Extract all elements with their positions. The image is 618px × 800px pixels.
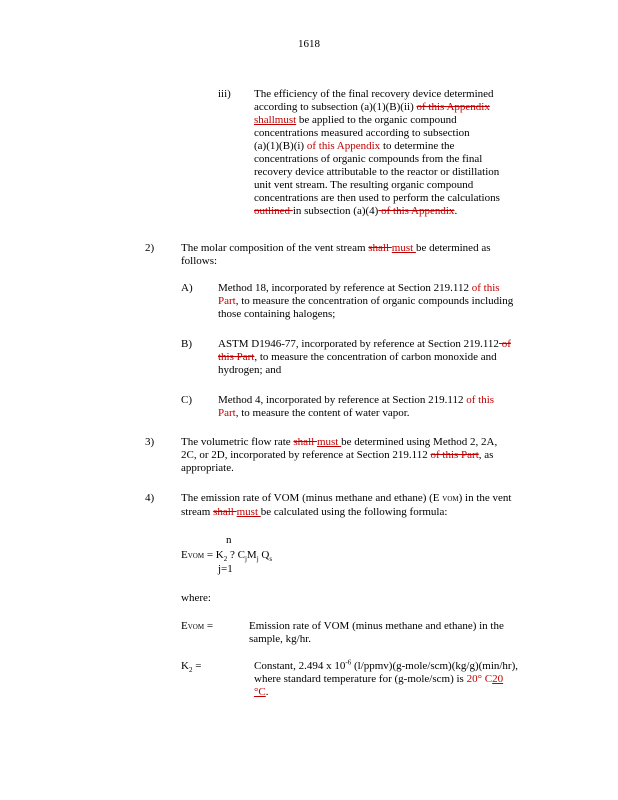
term-symbol: K: [181, 660, 189, 672]
text-line: Emission rate of VOM (minus methane and ethane) in the: [249, 620, 504, 632]
text-line: [254, 686, 518, 699]
item-3-text: [181, 436, 497, 475]
text-span: Method 4, incorporated by reference at Section 219.112: [218, 394, 467, 406]
text-line: those containing halogens;: [218, 308, 336, 320]
definition-term-k2: [181, 660, 201, 673]
formula-symbol: Q: [258, 549, 270, 561]
deleted-text: of this Appendix: [416, 101, 490, 113]
text-line: [181, 492, 511, 506]
text-line: concentrations of organic compounds from the final: [254, 153, 483, 165]
text-span: .: [454, 205, 458, 217]
item-iii-text: [254, 88, 500, 218]
term-symbol: =: [192, 660, 202, 672]
text-line: follows:: [181, 255, 218, 267]
text-span: , to measure the concentration of carbon monoxide and: [254, 351, 497, 363]
text-line: sample, kg/hr.: [249, 633, 312, 645]
formula-symbol: ? C: [227, 549, 245, 561]
inserted-text: Part: [218, 407, 236, 419]
deleted-text: shall: [368, 242, 392, 254]
item-2A-label: A): [181, 282, 193, 294]
text-span: (l/ppmv)(g-mole/scm)(kg/g)(min/hr),: [351, 660, 519, 672]
item-2-text: [181, 242, 490, 268]
superscript: -6: [345, 658, 352, 667]
text-line: The efficiency of the final recovery device determined: [254, 88, 494, 100]
text-line: [254, 660, 518, 673]
inserted-text: of this Appendix: [306, 140, 381, 152]
formula-upper-limit: n: [226, 534, 232, 546]
text-line: [254, 205, 500, 218]
item-3-label: 3): [145, 436, 155, 448]
text-span: (a)(1)(B)(i): [254, 140, 307, 152]
text-span: where standard temperature for (g-mole/scm) is: [254, 673, 467, 685]
text-span: Method 18, incorporated by reference at Section 219.112: [218, 282, 472, 294]
text-span: , to measure the content of water vapor.: [235, 407, 410, 419]
item-4-label: 4): [145, 492, 155, 504]
text-span: stream: [181, 506, 214, 518]
deleted-text: of: [498, 338, 511, 350]
item-2-label: 2): [145, 242, 155, 254]
item-2C-label: C): [181, 394, 192, 406]
deleted-text: shall: [293, 436, 317, 448]
inserted-text: 20° C: [466, 673, 493, 685]
text-line: concentrations measured according to subsection: [254, 127, 470, 139]
text-span: according to subsection (a)(1)(B)(ii): [254, 101, 417, 113]
text-span: The molar composition of the vent stream: [181, 242, 369, 254]
text-span: ) in the vent: [458, 492, 512, 504]
text-line: [218, 351, 511, 364]
subscript: 2: [188, 666, 193, 675]
subscript: j: [244, 555, 247, 564]
text-line: [218, 407, 494, 420]
inserted-text: must: [236, 506, 261, 518]
text-line: [218, 338, 511, 351]
item-4-text: [181, 492, 511, 519]
inserted-text: must: [316, 436, 342, 448]
deleted-text: this Part: [218, 351, 255, 363]
text-line: hydrogen; and: [218, 364, 282, 376]
text-line: appropriate.: [181, 462, 234, 474]
text-span: to determine the: [380, 140, 455, 152]
text-span: 2C, or 2D, incorporated by reference at Section 219.112: [181, 449, 431, 461]
text-line: [254, 114, 500, 127]
where-label: where:: [181, 592, 211, 604]
formula-symbol: M: [246, 549, 257, 561]
text-line: concentrations are then used to perform the calculations: [254, 192, 500, 204]
text-line: recovery device attributable to the reactor or distillation: [254, 166, 500, 178]
item-iii-label: iii): [218, 88, 231, 100]
deleted-text: outlined: [254, 205, 293, 217]
text-span: be determined as: [415, 242, 491, 254]
text-line: [181, 436, 497, 449]
inserted-text: 20: [492, 673, 504, 685]
deleted-text: of this Appendix: [378, 205, 455, 217]
inserted-text: of this: [466, 394, 495, 406]
item-2A-text: [218, 282, 513, 321]
text-span: be calculated using the following formula:: [260, 506, 448, 518]
text-line: [181, 506, 511, 519]
inserted-text: of this: [471, 282, 500, 294]
deleted-text: of this Part: [430, 449, 479, 461]
text-line: [254, 673, 518, 686]
text-span: .: [265, 686, 269, 698]
term-symbol: E: [181, 620, 188, 632]
subscript: 2: [223, 555, 228, 564]
text-line: unit vent stream. The resulting organic compound: [254, 179, 474, 191]
text-line: [218, 282, 513, 295]
subscript: VOM: [187, 552, 205, 560]
inserted-text: must: [391, 242, 416, 254]
text-span: , to measure the concentration of organic compounds including: [235, 295, 514, 307]
text-span: The emission rate of VOM (minus methane and ethane) (E: [181, 492, 443, 504]
subscript: s: [269, 555, 273, 564]
text-span: in subsection (a)(4): [292, 205, 379, 217]
definition-evom: [249, 620, 504, 646]
definition-term-evom: [181, 620, 213, 634]
text-span: , as: [478, 449, 494, 461]
definition-k2: [254, 660, 518, 699]
text-line: [254, 140, 500, 153]
page-number: 1618: [298, 38, 320, 50]
text-span: be applied to the organic compound: [296, 114, 457, 126]
text-line: [218, 295, 513, 308]
text-line: [181, 242, 490, 255]
item-2B-label: B): [181, 338, 192, 350]
text-line: [181, 449, 497, 462]
inserted-text: °C: [254, 686, 266, 698]
text-span: Constant, 2.494 x 10: [254, 660, 346, 672]
inserted-text: Part: [218, 295, 236, 307]
formula-symbol: = K: [204, 549, 224, 561]
text-span: The volumetric flow rate: [181, 436, 294, 448]
formula: [181, 549, 272, 563]
item-2C-text: [218, 394, 494, 420]
formula-symbol: E: [181, 549, 188, 561]
subscript: VOM: [442, 495, 459, 503]
text-line: [218, 394, 494, 407]
subscript: j: [256, 555, 259, 564]
deleted-text: shall: [213, 506, 237, 518]
inserted-text: shallmust: [254, 114, 297, 126]
formula-lower-limit: j=1: [218, 563, 233, 575]
text-span: ASTM D1946-77, incorporated by reference at Section 219.112: [218, 338, 499, 350]
item-2B-text: [218, 338, 511, 377]
subscript: VOM: [187, 623, 205, 631]
text-span: be determined using Method 2, 2A,: [341, 436, 498, 448]
text-line: [254, 101, 500, 114]
term-symbol: =: [204, 620, 214, 632]
